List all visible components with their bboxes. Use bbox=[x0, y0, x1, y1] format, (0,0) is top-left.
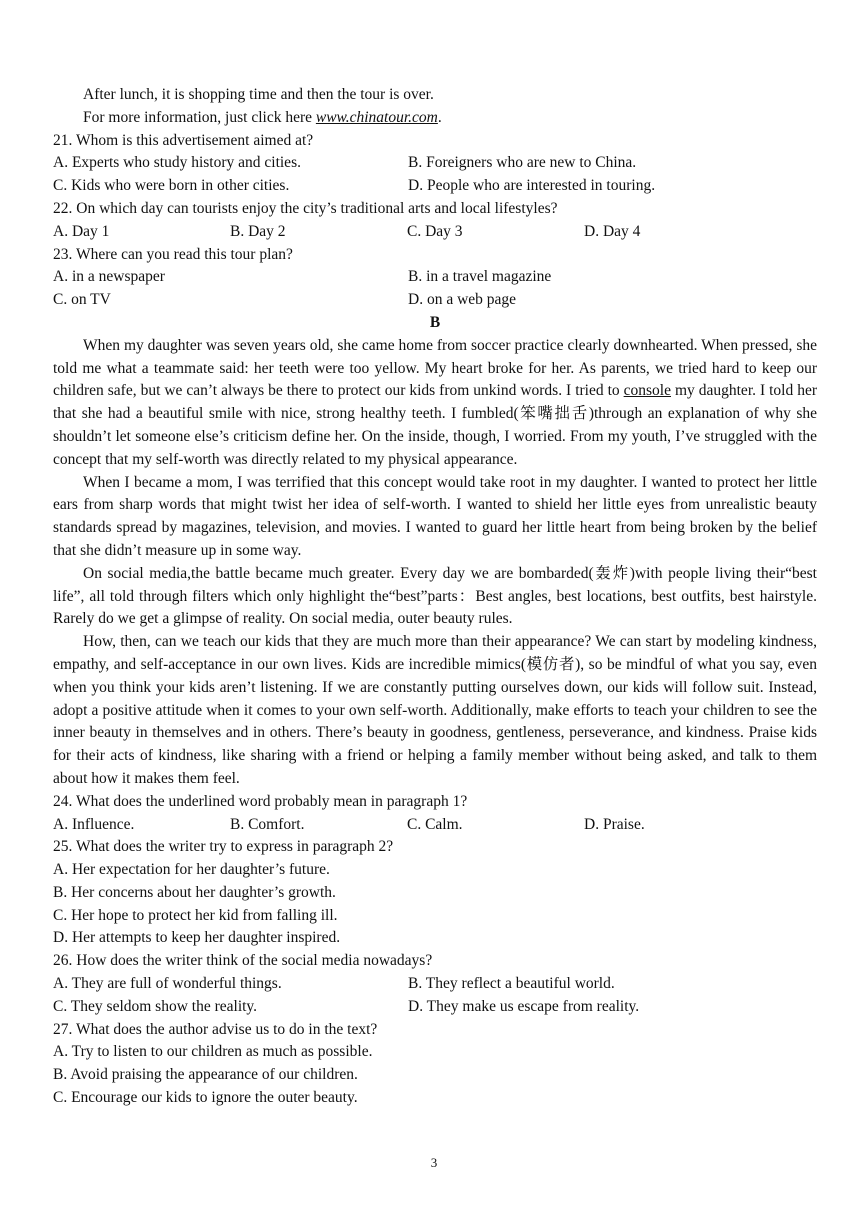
option-26-c: C. They seldom show the reality. bbox=[53, 997, 258, 1015]
passage-paragraph-2: When I became a mom, I was terrified that this concept would take root in my daughter. I wanted to protect her little ears from sharp words that might twist her idea of self-worth. I wanted to shield her little eyes from unrealistic beauty standards spread by magazines, television, and movies. I wanted to guard her little heart from being broken by the belief that she didn’t measure up in some way. bbox=[53, 473, 817, 559]
q22-options bbox=[53, 221, 817, 244]
question-27: 27. What does the author advise us to do in the text? bbox=[53, 1020, 378, 1038]
option-23-c: C. on TV bbox=[53, 291, 111, 309]
question-23: 23. Where can you read this tour plan? bbox=[53, 245, 293, 263]
page-number: 3 bbox=[430, 1155, 438, 1170]
passage-paragraph-3: On social media,the battle became much greater. Every day we are bombarded(轰炸)with people living their“best life”, all told through filters which only highlight the“best”parts：Best angles, best locations, best outfits, best hairstyle. Rarely do we get a glimpse of reality. On social media, outer beauty rules. bbox=[53, 564, 817, 628]
q26-options bbox=[53, 973, 817, 1019]
question-22: 22. On which day can tourists enjoy the city’s traditional arts and local lifestyles? bbox=[53, 199, 558, 217]
intro-period: . bbox=[437, 108, 442, 126]
question-26: 26. How does the writer think of the social media nowadays? bbox=[53, 952, 433, 970]
option-27-b: B. Avoid praising the appearance of our children. bbox=[53, 1066, 358, 1084]
question-25: 25. What does the writer try to express in paragraph 2? bbox=[53, 838, 394, 856]
option-26-b: B. They reflect a beautiful world. bbox=[408, 975, 615, 993]
option-22-d: D. Day 4 bbox=[584, 222, 641, 240]
option-24-c: C. Calm. bbox=[407, 815, 463, 833]
option-21-a: A. Experts who study history and cities. bbox=[53, 154, 301, 172]
underlined-word: console bbox=[623, 382, 671, 400]
exam-page bbox=[53, 84, 817, 1110]
option-23-d: D. on a web page bbox=[408, 291, 517, 309]
intro-text: For more information, just click here bbox=[83, 108, 316, 126]
website-link[interactable]: www.chinatour.com bbox=[315, 108, 438, 126]
option-25-c: C. Her hope to protect her kid from falling ill. bbox=[53, 906, 338, 924]
option-24-d: D. Praise. bbox=[584, 815, 645, 833]
option-27-c: C. Encourage our kids to ignore the outer beauty. bbox=[53, 1089, 358, 1107]
option-25-b: B. Her concerns about her daughter’s growth. bbox=[53, 883, 336, 901]
q21-options bbox=[53, 152, 817, 198]
option-22-c: C. Day 3 bbox=[407, 222, 463, 240]
option-24-a: A. Influence. bbox=[53, 815, 135, 833]
question-24: 24. What does the underlined word probably mean in paragraph 1? bbox=[53, 792, 468, 810]
option-27-a: A. Try to listen to our children as much as possible. bbox=[53, 1043, 373, 1061]
option-22-b: B. Day 2 bbox=[230, 222, 286, 240]
option-26-a: A. They are full of wonderful things. bbox=[53, 975, 282, 993]
q24-options bbox=[53, 814, 817, 837]
option-25-a: A. Her expectation for her daughter’s future. bbox=[53, 861, 330, 879]
p1-text-after: my daughter. I told her that she had a beautiful smile with nice, strong healthy teeth. I fumbled(笨嘴拙舌)through an explanation of why she shouldn’t let someone else’s criticism define her. On the inside, though, I worried. From my youth, I’ve struggled with the concept that my self-worth was directly related to my physical appearance. bbox=[53, 382, 817, 468]
q23-options bbox=[53, 266, 817, 312]
option-21-b: B. Foreigners who are new to China. bbox=[408, 154, 637, 172]
option-23-a: A. in a newspaper bbox=[53, 268, 165, 286]
intro-line-2 bbox=[53, 107, 817, 130]
passage-paragraph-1 bbox=[53, 335, 817, 472]
option-21-c: C. Kids who were born in other cities. bbox=[53, 177, 290, 195]
question-21: 21. Whom is this advertisement aimed at? bbox=[53, 131, 314, 149]
option-25-d: D. Her attempts to keep her daughter inspired. bbox=[53, 929, 341, 947]
p1-text-before: When my daughter was seven years old, she came home from soccer practice clearly downhearted. When pressed, she told me what a teammate said: her teeth were too yellow. My heart broke for her. As parents, we tried hard to keep our children safe, but we can’t always be there to protect our kids from unkind words. I tried to bbox=[53, 336, 817, 400]
intro-line-1: After lunch, it is shopping time and then the tour is over. bbox=[83, 86, 434, 103]
option-23-b: B. in a travel magazine bbox=[408, 268, 552, 286]
section-heading-b: B bbox=[429, 313, 441, 331]
passage-paragraph-4: How, then, can we teach our kids that they are much more than their appearance? We can start by modeling kindness, empathy, and self-acceptance in our own lives. Kids are incredible mimics(模仿者), so be mindful of what you say, even when you think your kids aren’t listening. If we are constantly putting ourselves down, our kids will follow suit. Instead, adopt a positive attitude when it comes to your own self-worth. Additionally, make efforts to teach your children to see the inner beauty in themselves and in others. There’s beauty in goodness, gentleness, perseverance, and kindness. Praise kids for their acts of kindness, like sharing with a friend or helping a family member without being asked, and talk to them about how it makes them feel. bbox=[53, 633, 817, 787]
option-24-b: B. Comfort. bbox=[230, 815, 305, 833]
option-26-d: D. They make us escape from reality. bbox=[408, 997, 640, 1015]
option-21-d: D. People who are interested in touring. bbox=[408, 177, 656, 195]
option-22-a: A. Day 1 bbox=[53, 222, 110, 240]
